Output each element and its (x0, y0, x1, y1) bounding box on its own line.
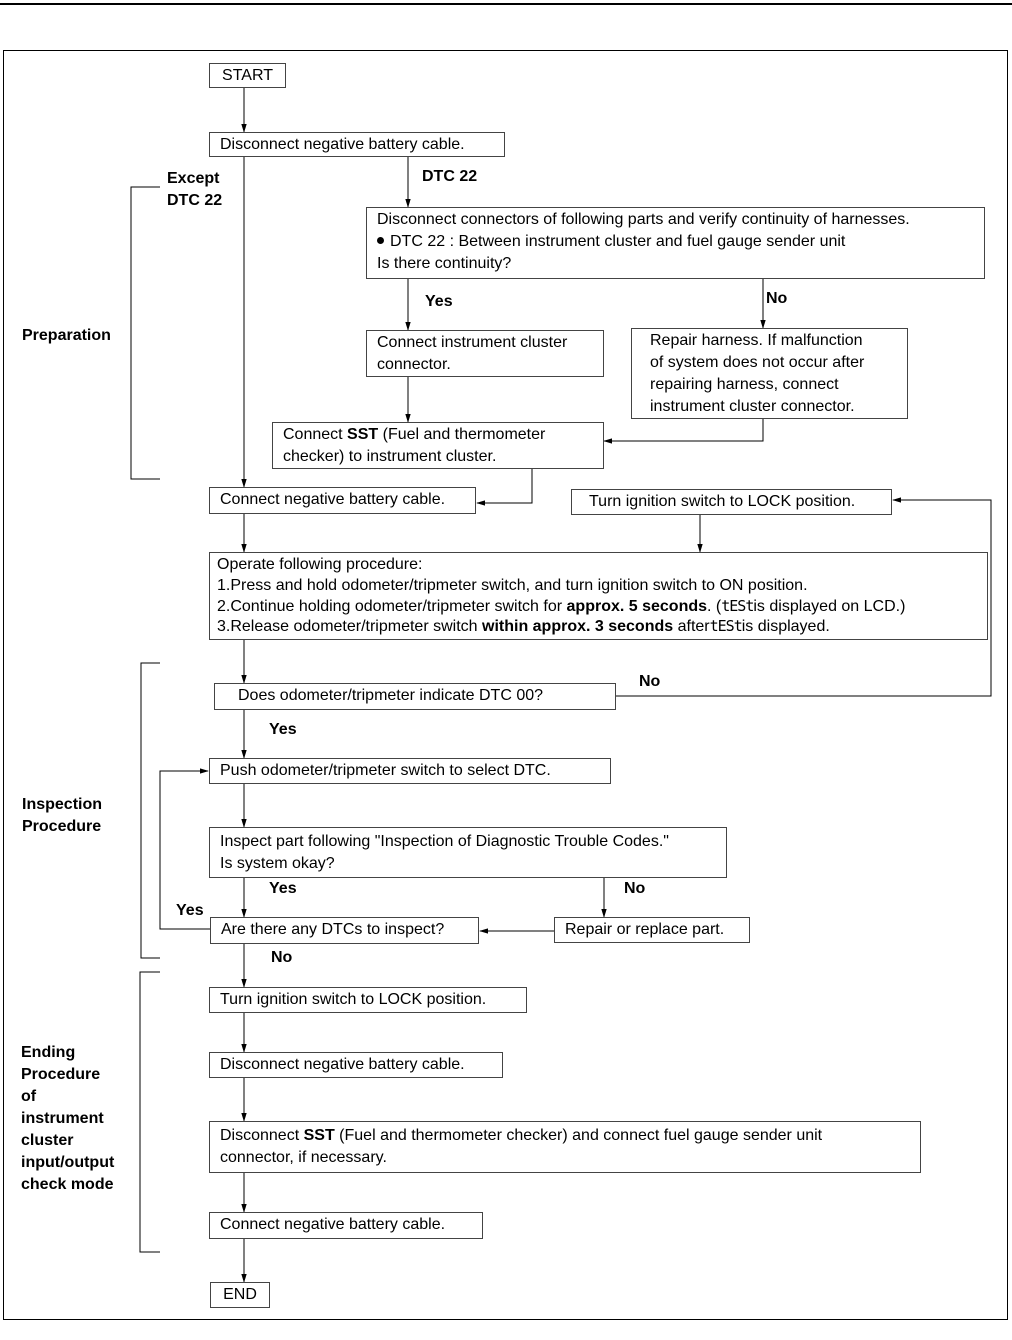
section-ending-procedure: Ending Procedure of instrument cluster input/output check mode (21, 1044, 115, 1193)
repair-replace-box: Repair or replace part. (554, 917, 750, 943)
bracket-ending (140, 972, 160, 1252)
connect-cluster-connector-box: Connect instrument cluster connector. (366, 330, 604, 377)
label-yes: Yes (425, 293, 453, 310)
inspect-part-box: Inspect part following "Inspection of Diagnostic Trouble Codes." Is system okay? (209, 827, 727, 878)
label-no: No (271, 949, 293, 966)
section-inspection-procedure: Inspection Procedure (22, 796, 103, 835)
connect-negative-cable-end-box: Connect negative battery cable. (209, 1212, 483, 1239)
label-yes: Yes (269, 721, 297, 738)
bracket-inspection (141, 663, 160, 958)
label-yes: Yes (269, 880, 297, 897)
bracket-preparation (131, 187, 160, 479)
label-yes: Yes (176, 902, 204, 919)
arrow-sst (477, 469, 532, 503)
verify-continuity-box: Disconnect connectors of following parts and verify continuity of harnesses. DTC 22 : Between instrument cluster and fuel gauge sender unit Is there continuity? (366, 207, 985, 279)
any-dtcs-decision-box: Are there any DTCs to inspect? (210, 917, 479, 944)
lcd-test-indicator: tESt (721, 597, 754, 615)
start-box: START (209, 63, 286, 88)
disconnect-negative-cable-end-box: Disconnect negative battery cable. (209, 1052, 503, 1078)
label-no: No (624, 880, 646, 897)
disconnect-negative-cable-box: Disconnect negative battery cable. (209, 132, 505, 157)
label-no: No (766, 290, 788, 307)
section-preparation: Preparation (22, 327, 111, 344)
label-no: No (639, 673, 661, 690)
disconnect-sst-box: Disconnect SST (Fuel and thermometer checker) and connect fuel gauge sender unit connector, if necessary. (209, 1121, 921, 1173)
end-box: END (210, 1282, 270, 1308)
arrow-repair-harness (604, 419, 763, 441)
connect-sst-box: Connect SST (Fuel and thermometer checker) to instrument cluster. (272, 422, 604, 469)
connect-negative-cable-box: Connect negative battery cable. (209, 487, 476, 514)
push-select-dtc-box: Push odometer/tripmeter switch to select DTC. (209, 758, 611, 784)
label-except-dtc22: Except DTC 22 (167, 170, 223, 209)
operate-procedure-box: Operate following procedure: 1.Press and hold odometer/tripmeter switch, and turn ignition switch to ON position. 2.Continue holding odometer/tripmeter switch for approx. 5 seconds. (tEStis displayed on LCD.) 3.Release odometer/tripmeter switch within approx. 3 seconds aftertEStis displayed. (209, 552, 988, 640)
bullet-icon (377, 237, 384, 244)
lcd-test-indicator: tESt (709, 617, 742, 635)
lock-position-end-box: Turn ignition switch to LOCK position. (209, 987, 527, 1013)
label-dtc22: DTC 22 (422, 168, 478, 185)
lock-position-box: Turn ignition switch to LOCK position. (571, 489, 892, 515)
repair-harness-box: Repair harness. If malfunction of system does not occur after repairing harness, connect instrument cluster connector. (631, 328, 908, 419)
dtc00-decision-box: Does odometer/tripmeter indicate DTC 00? (214, 683, 616, 710)
